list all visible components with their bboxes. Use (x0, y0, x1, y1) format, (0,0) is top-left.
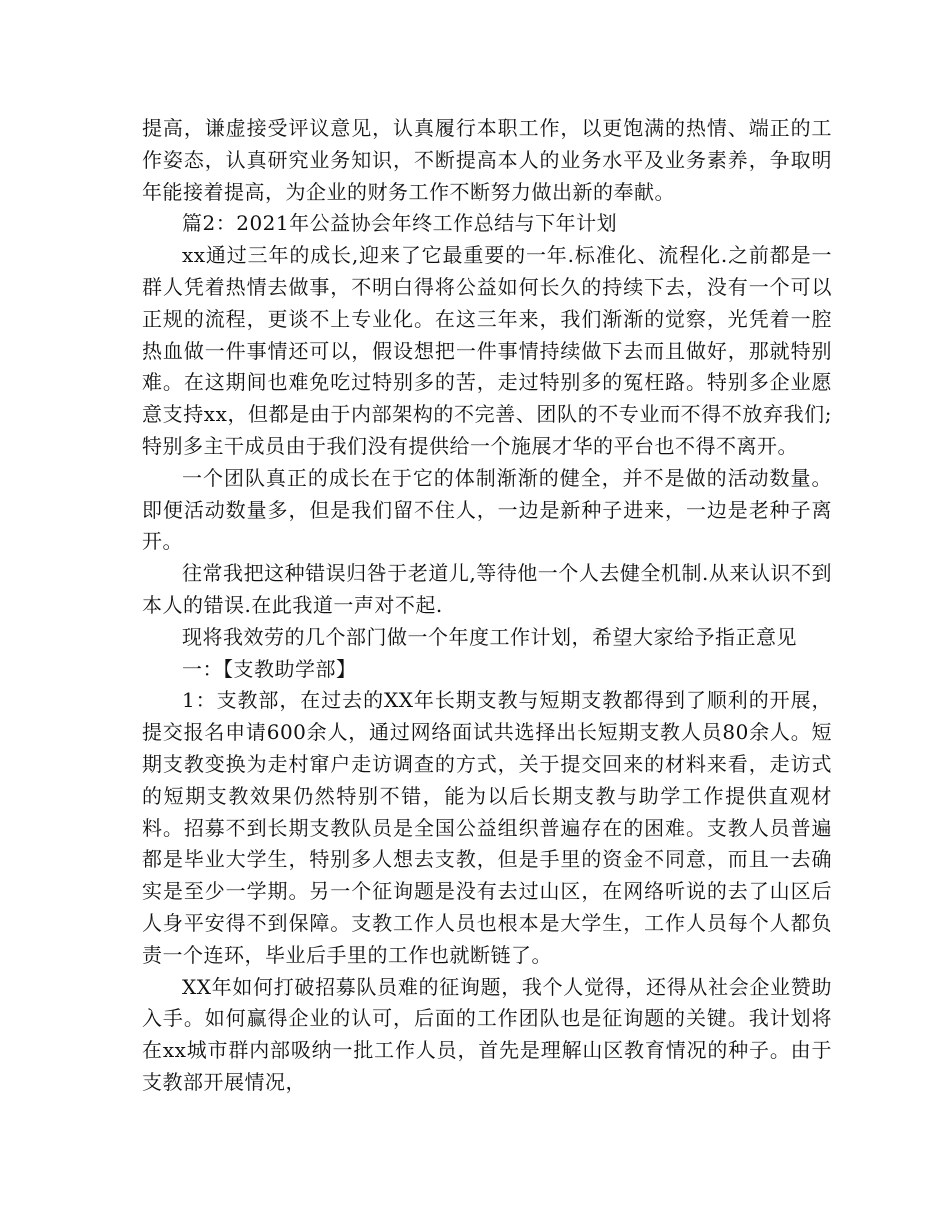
subsection-heading: 一：【支教助学部】 (182, 656, 357, 681)
paragraph-6: 现将我效劳的几个部门做一个年度工作计划，希望大家给予指正意见 (182, 624, 797, 649)
paragraph-5: 往常我把这种错误归咎于老道儿,等待他一个人去健全机制.从来认识不到本人的错误.在此我道一声对不起. (142, 561, 832, 617)
paragraph-4: 一个团队真正的成长在于它的体制渐渐的健全，并不是做的活动数量。即便活动数量多，但是我们留不住人，一边是新种子进来，一边是老种子离开。 (142, 465, 832, 554)
paragraph-8: 1：支教部，在过去的XX年长期支教与短期支教都得到了顺利的开展，提交报名申请600余人，通过网络面试共选择出长短期支教人员80余人。短期支教变换为走村窜户走访调查的方式，关于提交回来的材料来看，走访式的短期支教效果仍然特别不错，能为以后长期支教与助学工作提供直观材料。招募不到长期支教队员是全国公益组织普遍存在的困难。支教人员普遍都是毕业大学生，特别多人想去支教，但是手里的资金不同意，而且一去确实是至少一学期。另一个征询题是没有去过山区，在网络听说的去了山区后人身平安得不到保障。支教工作人员也根本是大学生，工作人员每个人都负责一个连环，毕业后手里的工作也就断链了。 (142, 688, 832, 967)
paragraph-3: xx通过三年的成长,迎来了它最重要的一年.标准化、流程化.之前都是一群人凭着热情去做事，不明白得将公益如何长久的持续下去，没有一个可以正规的流程，更谈不上专业化。在这三年来，我们渐渐的觉察，光凭着一腔热血做一件事情还可以，假设想把一件事情持续做下去而且做好，那就特别难。在这期间也难免吃过特别多的苦，走过特别多的冤枉路。特别多企业愿意支持xx，但都是由于内部架构的不完善、团队的不专业而不得不放弃我们;特别多主干成员由于我们没有提供给一个施展才华的平台也不得不离开。 (142, 243, 832, 458)
document-body (142, 113, 832, 1099)
paragraph-1: 提高，谦虚接受评议意见，认真履行本职工作，以更饱满的热情、端正的工作姿态，认真研究业务知识，不断提高本人的业务水平及业务素养，争取明年能接着提高，为企业的财务工作不断努力做出新的奉献。 (142, 116, 832, 204)
section-heading: 篇2：2021年公益协会年终工作总结与下年计划 (182, 211, 618, 236)
paragraph-9: XX年如何打破招募队员难的征询题，我个人觉得，还得从社会企业赞助入手。如何赢得企业的认可，后面的工作团队也是征询题的关键。我计划将在xx城市群内部吸纳一批工作人员，首先是理解山区教育情况的种子。由于支教部开展情况， (142, 974, 832, 1094)
